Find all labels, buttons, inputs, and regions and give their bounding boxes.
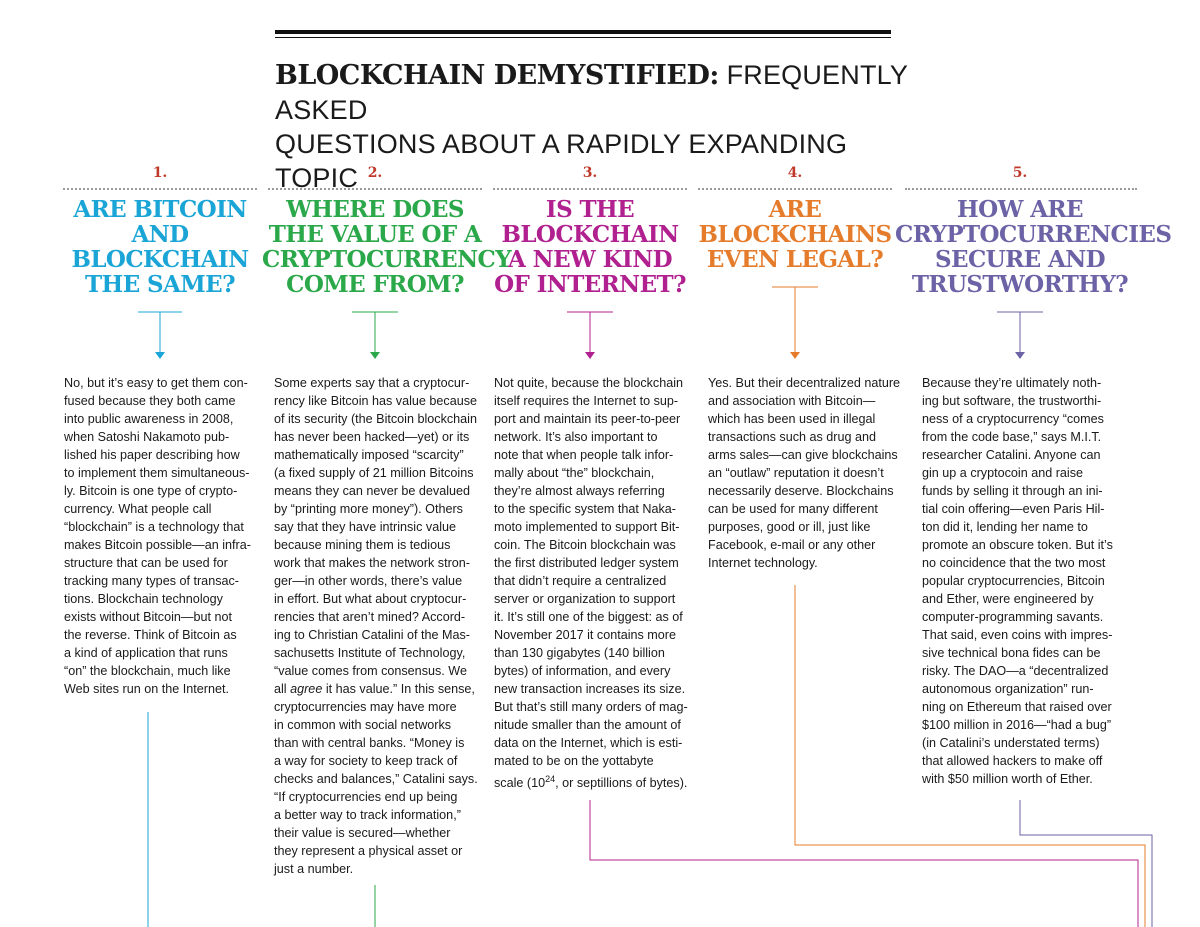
connector-q2 [352, 312, 398, 927]
question-heading: WHERE DOES THE VALUE OF A CRYPTOCURRENCY COME FROM? [262, 196, 512, 298]
arrow-down-icon [585, 352, 595, 359]
flow-line [1020, 800, 1152, 927]
connector-q4 [772, 287, 1145, 927]
question-number: 3. [582, 165, 598, 181]
answer-superscript: 24 [545, 774, 556, 784]
question-number: 4. [787, 165, 803, 181]
flow-line [795, 585, 1145, 927]
question-number: 2. [367, 165, 383, 181]
title-line-2: QUESTIONS ABOUT A RAPIDLY EXPANDING TOPIC [275, 129, 848, 193]
answer-segment: Some experts say that a cryptocur- rency like Bitcoin has value because of its security (the Bitcoin blockchain has never been hacked—yet) or its mathematically imposed “scarcity” (a fixed supply of 21 million Bitcoins means they can never be devalued by “printing more money”). Others say that they have intrinsic value because mining them is tedious work that makes the network stron- ger—in other words, there’s value in effort. But what about cryptocur- rencies that aren’t mined? Accord- ing to Christian Catalini of the Mas- sachusetts Institute of Technology, “value comes from consensus. We all [274, 376, 478, 696]
arrow-down-icon [790, 352, 800, 359]
question-number: 1. [152, 165, 168, 181]
answer-italic: agree [290, 682, 323, 696]
answer-segment: it has value.” In this sense, cryptocurrencies may have more in common with social networks than with central banks. “Money is a way for society to keep track of checks and balances,” Catalini says. “If cryptocurrencies end up being a better way to track information,” their value is secured—whether they represent a physical asset or just a number. [274, 682, 478, 876]
arrow-down-icon [1015, 352, 1025, 359]
question-heading: ARE BLOCKCHAINS EVEN LEGAL? [698, 196, 892, 273]
answer-text: Yes. But their decentralized nature and association with Bitcoin— which has been used in illegal transactions such as drug and arms sales—can give blockchains an “outlaw” reputation it doesn’t necessarily deserve. Blockchains can be used for many different purposes, good or ill, just like Facebook, e-mail or any other Internet technology. [708, 376, 901, 570]
answer-segment: Not quite, because the blockchain itself requires the Internet to sup- port and maintain its peer-to-peer network. It’s also important to note that when people talk infor- mally about “the” blockchain, they’re almost always referring to the specific system that Naka- moto implemented to support Bit- coin. The Bitcoin blockchain was the first distributed ledger system that didn’t require a centralized server or organization to support it. It’s still one of the biggest: as of November 2017 it contains more than 130 gigabytes (140 billion bytes) of information, and every new transaction increases its size. But that’s still many orders of mag- nitude smaller than the amount of data on the Internet, which is esti- mated to be on the yottabyte scale (10 [494, 376, 688, 791]
title-bold: BLOCKCHAIN DEMYSTIFIED: [275, 60, 719, 91]
connector-q5 [997, 312, 1152, 927]
question-heading: ARE BITCOIN AND BLOCKCHAIN THE SAME? [71, 196, 249, 298]
answer-text: Because they’re ultimately noth- ing but software, the trustworthi- ness of a cryptocurrency “comes from the code base,” says M.I.T. researcher Catalini. Anyone can gin up a cryptocoin and raise funds by selling it through an ini- tial coin offering—even Paris Hil- ton did it, lending her name to promote an obscure token. But it’s no coincidence that the two most popular cryptocurrencies, Bitcoin and Ether, were engineered by computer-programming savants. That said, even coins with impres- sive technical bona fides can be risky. The DAO—a “decentralized autonomous organization” run- ning on Ethereum that raised over $100 million in 2016—“had a bug” (in Catalini’s understated terms) that allowed hackers to make off with $50 million worth of Ether. [922, 376, 1113, 786]
flow-line [590, 800, 1138, 927]
question-heading: IS THE BLOCKCHAIN A NEW KIND OF INTERNET? [494, 196, 686, 298]
answer-segment: , or septillions of bytes). [555, 776, 688, 791]
connector-q1 [138, 312, 182, 927]
title-rest: FREQUENTLY ASKED [275, 60, 908, 125]
answer-text: No, but it’s easy to get them con- fused because they both came into public awareness in 2008, when Satoshi Nakamoto pub- lished his paper describing how to implement them simultaneous- ly. Bitcoin is one type of crypto- currency. What people call “blockchain” is a technology that makes Bitcoin possible—an infra- structure that can be used for tracking many types of transac- tions. Blockchain technology exists without Bitcoin—but not the reverse. Think of Bitcoin as a kind of application that runs “on” the blockchain, much like Web sites run on the Internet. [64, 376, 251, 696]
question-number: 5. [1012, 165, 1028, 181]
arrow-down-icon [155, 352, 165, 359]
question-heading: HOW ARE CRYPTOCURRENCIES SECURE AND TRUSTWORTHY? [895, 196, 1172, 298]
arrow-down-icon [370, 352, 380, 359]
